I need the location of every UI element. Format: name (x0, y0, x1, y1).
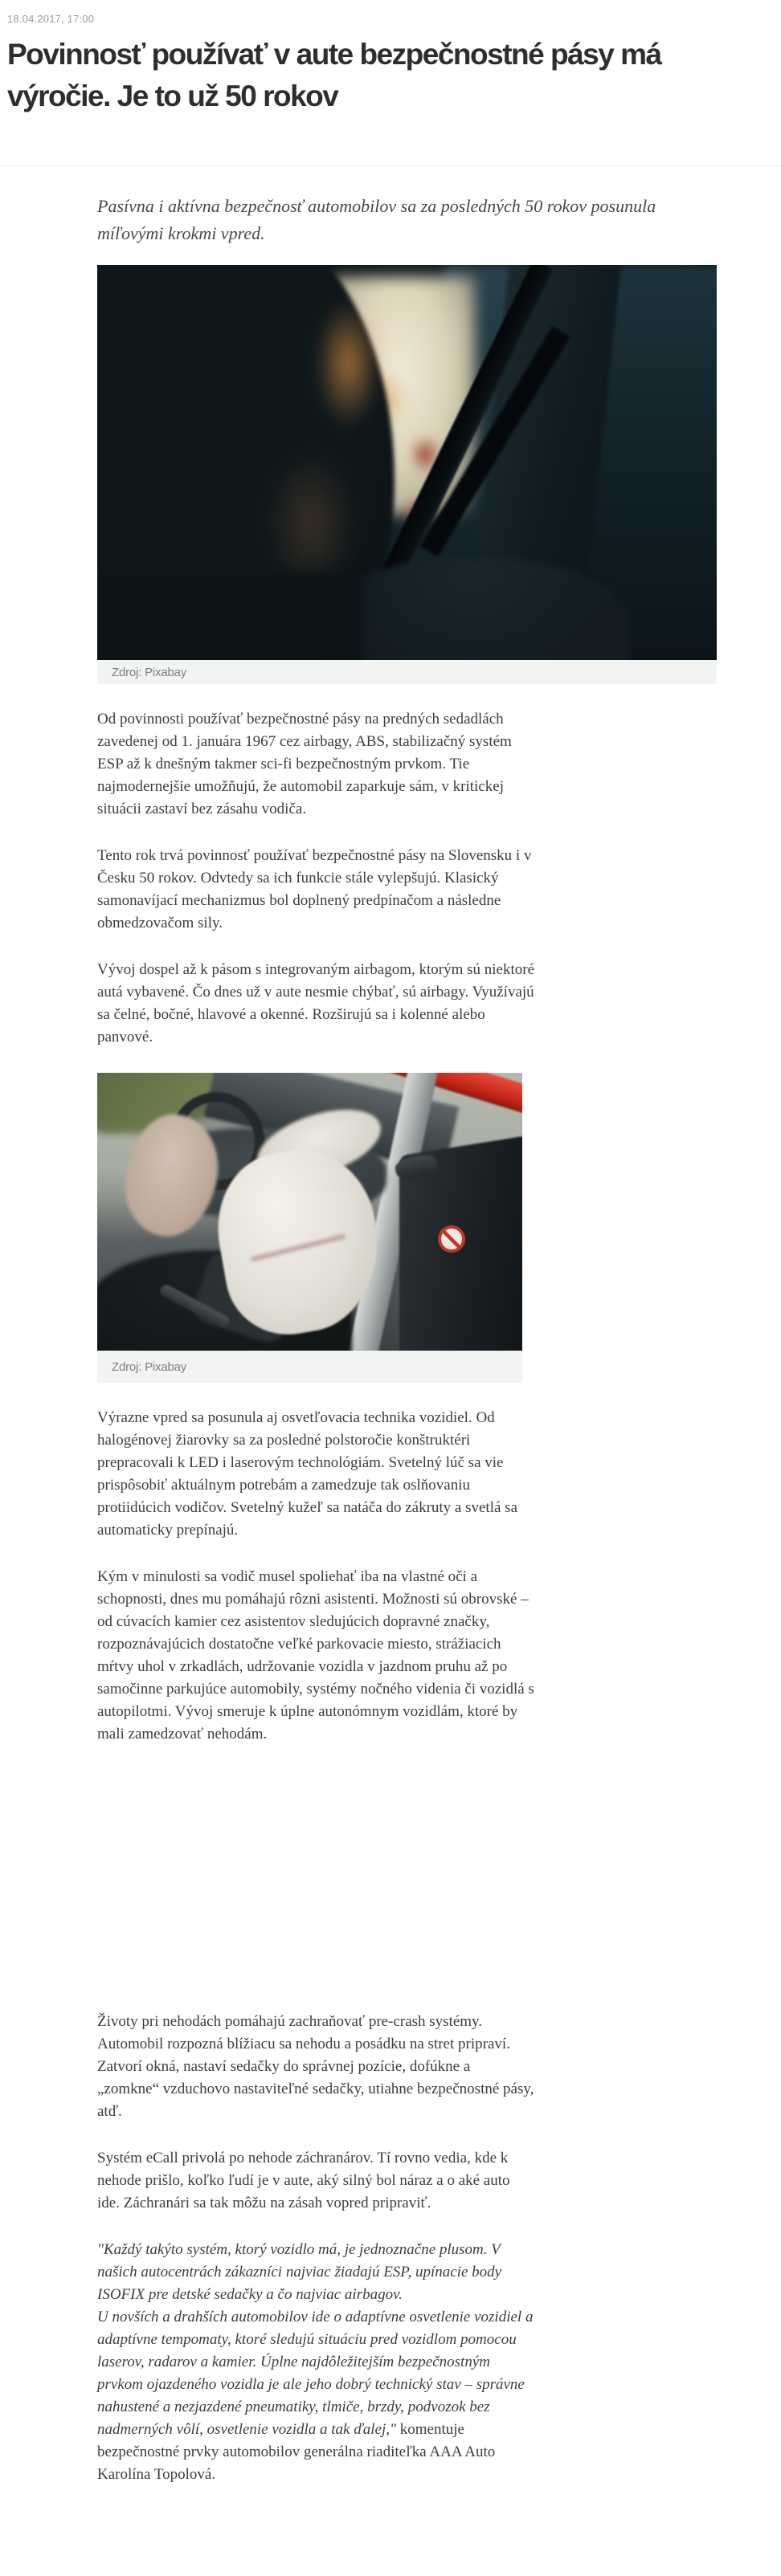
photo-caption (97, 660, 717, 684)
article-body (97, 193, 718, 2497)
paragraph: Kým v minulosti sa vodič musel spoliehať iba na vlastné oči a schopnosti, dnes mu pomáhajú rôzni asistenti. Možnosti sú obrovské – od cúvacích kamier cez asistentov sledujúcich dopravné značky, rozpoznávajúcich dostatočne veľké parkovacie miesto, strážiacich mŕtvy uhol v zrkadlách, udržovanie vozidla v jazdnom pruhu až po samočinne parkujúce automobily, systémy nočného videnia či vozidlá s autopilotmi. Vývoj smeruje k úplne autonómnym vozidlám, ktoré by mali zamedzovať nehodám. (97, 1568, 534, 1742)
paragraph: Tento rok trvá povinnosť používať bezpečnostné pásy na Slovensku i v Česku 50 rokov. Odvtedy sa ich funkcie stále vylepšujú. Klasický samonavíjací mechanizmus bol doplnený predpínačom a následne obmedzovačom sily. (97, 847, 532, 931)
header-divider (0, 165, 781, 166)
photo-source-label: Zdroj: Pixabay (112, 665, 187, 679)
photo-caption (97, 1351, 522, 1383)
quote-text-2: U novších a drahších automobilov ide o adaptívne osvetlenie vozidiel a adaptívne tempomaty, ktoré sledujú situáciu pred vozidlom pomocou laserov, radarov a kamier. Úplne najdôležitejším bezpečnostným prvkom ojazdeného vozidla je ale jeho dobrý technický stav – správne nahustené a nezjazdené pneumatiky, tlmiče, brzdy, podvozok bez nadmerných vôlí, osvetlenie vozidla a tak ďalej," (97, 2309, 534, 2438)
figure-airbags (97, 1073, 718, 1383)
photo-shape (97, 573, 364, 660)
article-lead: Pasívna i aktívna bezpečnosť automobilov sa za posledných 50 rokov posunula míľovými krokmi vpred. (97, 196, 656, 243)
paragraph: Výrazne vpred sa posunula aj osvetľovacia technika vozidiel. Od halogénovej žiarovky sa za posledné polstoročie konštruktéri prepracovali k LED i laserovým technológiám. Svetelný lúč sa vie prispôsobiť aktuálnym potrebám a zamedzuje tak oslňovaniu protiidúcich vodičov. Svetelný kužeľ sa natáča do zákruty a svetlá sa automaticky prepínajú. (97, 1409, 518, 1539)
quote-text-1: "Každý takýto systém, ktorý vozidlo má, je jednoznačne plusom. V našich autocentrách zákazníci najviac žiadajú ESP, upínacie body ISOFIX pre detské sedačky a čo najviac airbagov. (97, 2241, 502, 2303)
article-title: Povinnosť používať v aute bezpečnostné pásy má výročie. Je to už 50 rokov (7, 38, 661, 112)
quote-paragraph (97, 2239, 535, 2486)
airbags-photo (97, 1073, 522, 1351)
no-airbag-sticker (438, 1225, 465, 1253)
photo-source-label: Zdroj: Pixabay (112, 1359, 187, 1374)
seatbelt-photo (97, 265, 717, 660)
photo-shape (314, 296, 382, 430)
article-header (0, 0, 781, 117)
empty-embed-placeholder (97, 1746, 535, 1987)
quote-attribution: komentuje bezpečnostné prvky automobilov generálna riaditeľka AAA Auto Karolína Topolová. (97, 2421, 496, 2483)
paragraph: Systém eCall privolá po nehode záchranárov. Tí rovno vedia, kde k nehode prišlo, koľko ľudí je v aute, aký silný bol náraz a o aké auto ide. Záchranári sa tak môžu na zásah vopred pripraviť. (97, 2150, 510, 2211)
publish-date: 18.04.2017, 17:00 (7, 13, 95, 25)
paragraph: Vývoj dospel až k pásom s integrovaným airbagom, ktorým sú niektoré autá vybavené. Čo dnes už v aute nesmie chýbať, sú airbagy. Využívajú sa čelné, bočné, hlavové a okenné. Rozširujú sa i kolenné alebo panvové. (97, 961, 535, 1045)
paragraph: Od povinnosti používať bezpečnostné pásy na predných sedadlách zavedenej od 1. januára 1967 cez airbagy, ABS, stabilizačný systém ESP až k dnešným takmer sci-fi bezpečnostným prvkom. Tie najmodernejšie umožňujú, že automobil zaparkuje sám, v kritickej situácii zastaví bez zásahu vodiča. (97, 711, 512, 817)
figure-seatbelt (97, 265, 718, 684)
paragraph: Životy pri nehodách pomáhajú zachraňovať pre-crash systémy. Automobil rozpozná blížiacu sa nehodu a posádku na stret pripraví. Zatvorí okná, nastaví sedačky do správnej pozície, dofúkne a „zomkne“ vzduchovo nastaviteľné sedačky, utiahne bezpečnostné pásy, atď. (97, 2013, 534, 2120)
